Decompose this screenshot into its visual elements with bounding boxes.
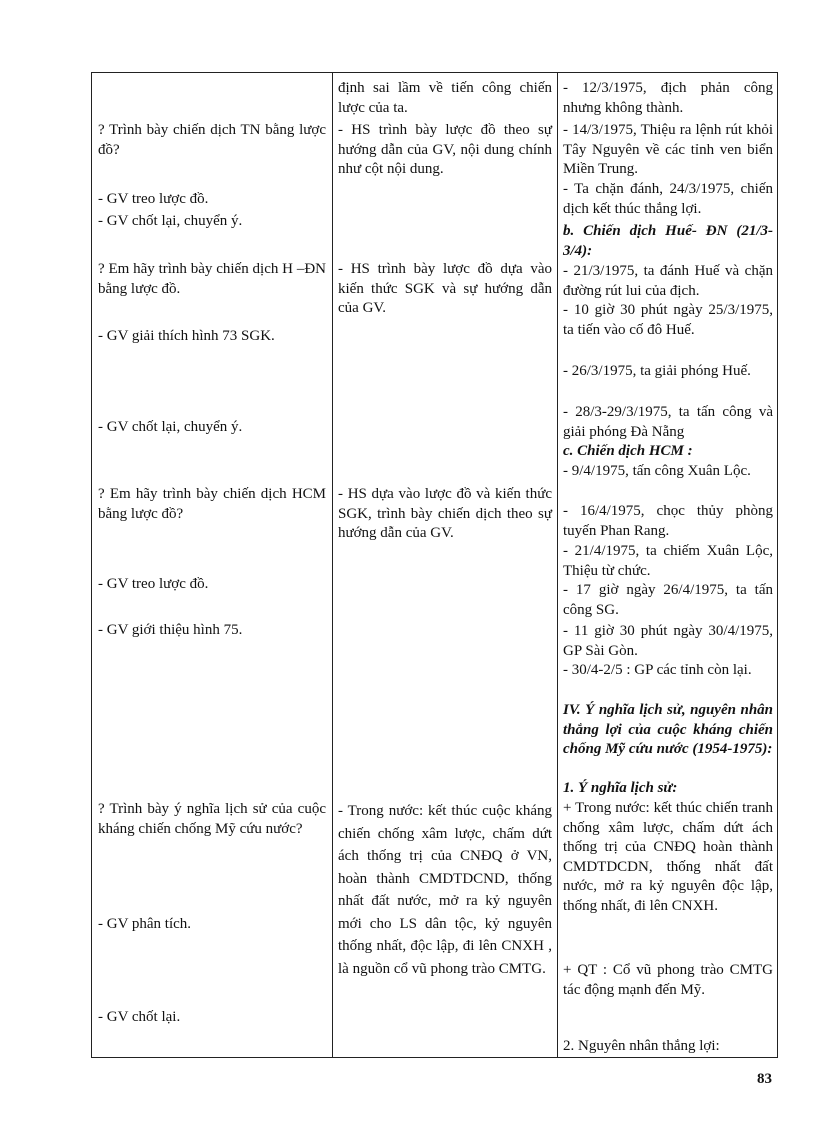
content-heading: b. Chiến dịch Huế- ĐN (21/3- 3/4):: [563, 223, 773, 259]
content-line: - 12/3/1975, địch phản công nhưng không thành.: [563, 80, 773, 116]
content-line: + QT : Cổ vũ phong trào CMTG tác động mạnh đến Mỹ.: [563, 962, 773, 998]
student-note: - HS dựa vào lược đồ và kiến thức SGK, trình bày chiến dịch theo sự hướng dẫn của GV.: [338, 486, 552, 541]
content-line: - 28/3-29/3/1975, ta tấn công và giải phóng Đà Nẵng: [563, 404, 773, 440]
content-line: - 16/4/1975, chọc thủy phòng tuyến Phan Rang.: [563, 503, 773, 539]
content-heading: 2. Nguyên nhân thắng lợi:: [563, 1038, 720, 1054]
column-divider: [332, 73, 333, 1057]
question-tay-nguyen: ? Trình bày chiến dịch TN bằng lược đồ?: [98, 122, 326, 158]
content-line: - 11 giờ 30 phút ngày 30/4/1975, GP Sài Gòn.: [563, 623, 773, 659]
question-y-nghia: ? Trình bày ý nghĩa lịch sử của cuộc kháng chiến chống Mỹ cứu nước?: [98, 801, 326, 837]
teacher-note: - GV chốt lại, chuyển ý.: [98, 213, 243, 229]
content-line: - 21/4/1975, ta chiếm Xuân Lộc, Thiệu từ chức.: [563, 543, 773, 579]
question-hue-danang: ? Em hãy trình bày chiến dịch H –ĐN bằng lược đồ.: [98, 261, 326, 297]
column-divider: [557, 73, 558, 1057]
page-number: 83: [757, 1071, 772, 1087]
teacher-note: - GV treo lược đồ.: [98, 191, 209, 207]
teacher-note: - GV giới thiệu hình 75.: [98, 622, 243, 638]
student-note: - HS trình bày lược đồ dựa vào kiến thức SGK và sự hướng dẫn của GV.: [338, 261, 552, 316]
teacher-note: - GV treo lược đồ.: [98, 576, 209, 592]
content-heading: 1. Ý nghĩa lịch sử:: [563, 780, 678, 796]
student-note: - Trong nước: kết thúc cuộc kháng chiến chống xâm lược, chấm dứt ách thống trị của CNĐQ ở VN, hoàn thành CMDTDCND, thống nhất đất nước, mở ra kỷ nguyên mới cho LS dân tộc, kỷ nguyên thống nhất, độc lập, đi lên CNXH , là nguồn cổ vũ phong trào CMTG.: [338, 803, 552, 977]
content-line: - 14/3/1975, Thiệu ra lệnh rút khỏi Tây Nguyên về các tỉnh ven biển Miền Trung.: [563, 122, 773, 177]
teacher-note: - GV chốt lại, chuyển ý.: [98, 419, 243, 435]
content-line: - 30/4-2/5 : GP các tỉnh còn lại.: [563, 662, 752, 678]
content-line: - 26/3/1975, ta giải phóng Huế.: [563, 363, 751, 379]
teacher-note: - GV phân tích.: [98, 916, 192, 932]
content-line: - 21/3/1975, ta đánh Huế và chặn đường rút lui của địch.: [563, 263, 773, 299]
content-line: - 17 giờ ngày 26/4/1975, ta tấn công SG.: [563, 582, 773, 618]
student-note: định sai lầm về tiến công chiến lược của ta.: [338, 80, 552, 116]
content-line: - 9/4/1975, tấn công Xuân Lộc.: [563, 463, 751, 479]
content-line: - 10 giờ 30 phút ngày 25/3/1975, ta tiến vào cố đô Huế.: [563, 302, 773, 338]
teacher-note: - GV chốt lại.: [98, 1009, 181, 1025]
content-line: + Trong nước: kết thúc chiến tranh chống xâm lược, chấm dứt ách thống trị của CNĐQ hoàn thành CMDTDCDN, thống nhất đất nước, mở ra kỷ nguyên độc lập, thống nhất, đi lên CNXH.: [563, 800, 773, 914]
question-hcm: ? Em hãy trình bày chiến dịch HCM bằng lược đồ?: [98, 486, 326, 522]
student-note: - HS trình bày lược đồ theo sự hướng dẫn của GV, nội dung chính như cột nội dung.: [338, 122, 552, 177]
content-heading: IV. Ý nghĩa lịch sử, nguyên nhân thắng lợi của cuộc kháng chiến chống Mỹ cứu nước (1954-1975):: [563, 702, 773, 757]
content-heading: c. Chiến dịch HCM :: [563, 443, 693, 459]
teacher-note: - GV giải thích hình 73 SGK.: [98, 328, 275, 344]
content-line: - Ta chặn đánh, 24/3/1975, chiến dịch kết thúc thắng lợi.: [563, 181, 773, 217]
lesson-table: [91, 72, 778, 1058]
